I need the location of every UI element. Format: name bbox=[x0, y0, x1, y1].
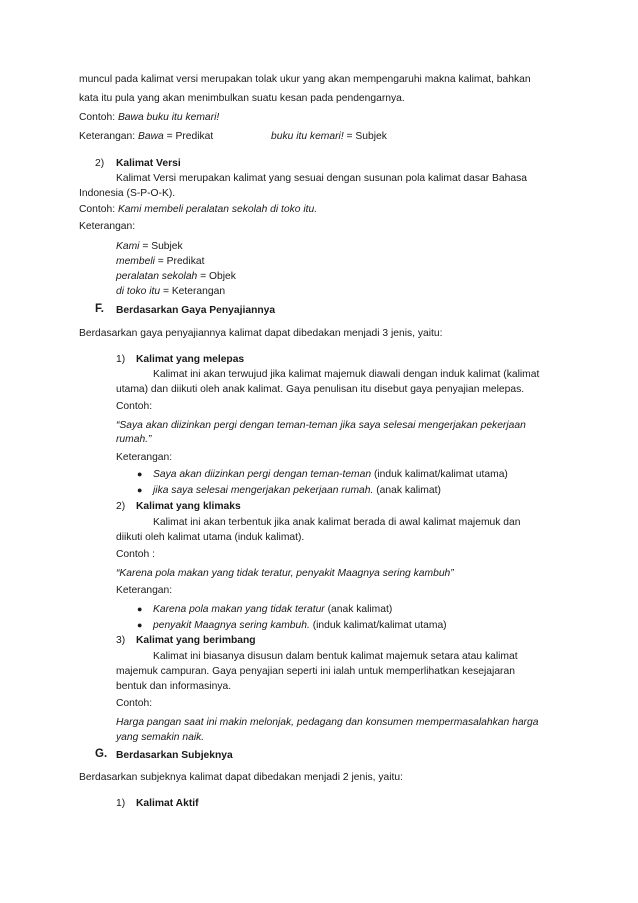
section-f-title: Berdasarkan Gaya Penyajiannya bbox=[116, 305, 276, 316]
bullet-icon: ● bbox=[137, 469, 143, 479]
versi-number: 2) bbox=[95, 158, 105, 169]
f3-line-1: Kalimat ini biasanya disusun dalam bentuk kalimat majemuk setara atau kalimat bbox=[153, 651, 518, 662]
keterangan-2-item bbox=[116, 285, 225, 298]
f1-keterangan: Keterangan: bbox=[116, 452, 173, 463]
keterangan-1-term-a: Bawa bbox=[137, 131, 164, 142]
contoh-2-label: Contoh: bbox=[79, 204, 118, 215]
intro-line-1: muncul pada kalimat versi merupakan tolak ukur yang akan mempengaruhi makna kalimat, bahkan bbox=[79, 74, 531, 85]
f3-title: Kalimat yang berimbang bbox=[136, 635, 256, 646]
contoh-1 bbox=[79, 111, 219, 124]
f3-number: 3) bbox=[116, 635, 126, 646]
section-g-title: Berdasarkan Subjeknya bbox=[116, 750, 233, 761]
contoh-2 bbox=[79, 203, 317, 216]
bullet-icon: ● bbox=[137, 620, 143, 630]
keterangan-2-label: Keterangan: bbox=[79, 221, 136, 232]
ket2-term: Kami bbox=[116, 241, 140, 252]
ket2-val: = Subjek bbox=[139, 241, 183, 252]
f1-example-line-1: “Saya akan diizinkan pergi dengan teman-teman jika saya selesai mengerjakan pekerjaan bbox=[116, 420, 526, 431]
f1-bullet-1-italic: Saya akan diizinkan pergi dengan teman-teman bbox=[153, 469, 372, 480]
f1-line-1: Kalimat ini akan terwujud jika kalimat majemuk diawali dengan induk kalimat (kalimat bbox=[153, 369, 540, 380]
f2-line-1: Kalimat ini akan terbentuk jika anak kalimat berada di awal kalimat majemuk dan bbox=[153, 517, 521, 528]
ket2-term: peralatan sekolah bbox=[116, 271, 198, 282]
keterangan-1-val-a: = Predikat bbox=[163, 131, 214, 142]
f1-number: 1) bbox=[116, 354, 126, 365]
keterangan-2-item bbox=[116, 240, 183, 253]
keterangan-2-item bbox=[116, 270, 236, 283]
section-g-letter: G. bbox=[95, 748, 108, 760]
keterangan-2-item bbox=[116, 255, 204, 268]
versi-line-2: Indonesia (S-P-O-K). bbox=[79, 188, 176, 199]
keterangan-1-b bbox=[271, 130, 387, 143]
keterangan-1-term-b: buku itu kemari! bbox=[271, 131, 344, 142]
keterangan-1 bbox=[79, 130, 213, 143]
f1-bullet-1 bbox=[153, 468, 508, 481]
contoh-1-text: Bawa buku itu kemari! bbox=[117, 112, 220, 123]
f3-contoh: Contoh: bbox=[116, 698, 153, 709]
f1-bullet-2-italic: jika saya selesai mengerjakan pekerjaan rumah. bbox=[153, 485, 374, 496]
bullet-icon: ● bbox=[137, 485, 143, 495]
f2-example: “Karena pola makan yang tidak teratur, penyakit Maagnya sering kambuh” bbox=[116, 568, 454, 579]
section-f-letter: F. bbox=[95, 303, 104, 315]
f2-line-2: diikuti oleh kalimat utama (induk kalimat). bbox=[116, 532, 305, 543]
keterangan-1-label: Keterangan: bbox=[79, 131, 138, 142]
contoh-1-label: Contoh: bbox=[79, 112, 118, 123]
f2-bullet-1-italic: Karena pola makan yang tidak teratur bbox=[153, 604, 325, 615]
f3-example-line-1: Harga pangan saat ini makin melonjak, pedagang dan konsumen mempermasalahkan harga bbox=[116, 717, 539, 728]
intro-line-2: kata itu pula yang akan menimbulkan suatu kesan pada pendengarnya. bbox=[79, 93, 405, 104]
ket2-val: = Keterangan bbox=[160, 286, 226, 297]
ket2-term: di toko itu bbox=[116, 286, 161, 297]
f2-bullet-2 bbox=[153, 619, 447, 632]
f2-bullet-2-note: (induk kalimat/kalimat utama) bbox=[309, 620, 447, 631]
versi-line-1: Kalimat Versi merupakan kalimat yang sesuai dengan susunan pola kalimat dasar Bahasa bbox=[116, 173, 527, 184]
f1-bullet-1-note: (induk kalimat/kalimat utama) bbox=[371, 469, 508, 480]
f2-number: 2) bbox=[116, 501, 126, 512]
f3-example-line-2: yang semakin naik. bbox=[116, 732, 205, 743]
bullet-icon: ● bbox=[137, 604, 143, 614]
f3-line-2: majemuk campuran. Gaya penyajian seperti ini ialah untuk memperlihatkan kesejajaran bbox=[116, 666, 515, 677]
f2-bullet-1-note: (anak kalimat) bbox=[324, 604, 393, 615]
f2-bullet-2-italic: penyakit Maagnya sering kambuh. bbox=[153, 620, 310, 631]
f1-example-line-2: rumah.” bbox=[116, 434, 152, 445]
contoh-2-text: Kami membeli peralatan sekolah di toko itu. bbox=[117, 204, 318, 215]
f2-keterangan: Keterangan: bbox=[116, 585, 173, 596]
f2-contoh: Contoh : bbox=[116, 549, 155, 560]
section-g-intro: Berdasarkan subjeknya kalimat dapat dibedakan menjadi 2 jenis, yaitu: bbox=[79, 772, 403, 783]
ket2-term: membeli bbox=[116, 256, 155, 267]
f1-bullet-2-note: (anak kalimat) bbox=[373, 485, 441, 496]
f1-contoh: Contoh: bbox=[116, 401, 153, 412]
g1-number: 1) bbox=[116, 798, 126, 809]
f1-bullet-2 bbox=[153, 484, 441, 497]
f2-bullet-1 bbox=[153, 603, 392, 616]
keterangan-1-val-b: = Subjek bbox=[343, 131, 387, 142]
f1-line-2: utama) dan diikuti oleh anak kalimat. Gaya penulisan itu disebut gaya penyajian melepas. bbox=[116, 384, 525, 395]
section-f-intro: Berdasarkan gaya penyajiannya kalimat dapat dibedakan menjadi 3 jenis, yaitu: bbox=[79, 328, 443, 339]
f3-line-3: bentuk dan informasinya. bbox=[116, 681, 232, 692]
versi-title: Kalimat Versi bbox=[116, 158, 181, 169]
g1-title: Kalimat Aktif bbox=[136, 798, 199, 809]
f2-title: Kalimat yang klimaks bbox=[136, 501, 241, 512]
versi-heading bbox=[95, 157, 104, 170]
ket2-val: = Objek bbox=[197, 271, 236, 282]
ket2-val: = Predikat bbox=[154, 256, 205, 267]
f1-title: Kalimat yang melepas bbox=[136, 354, 245, 365]
